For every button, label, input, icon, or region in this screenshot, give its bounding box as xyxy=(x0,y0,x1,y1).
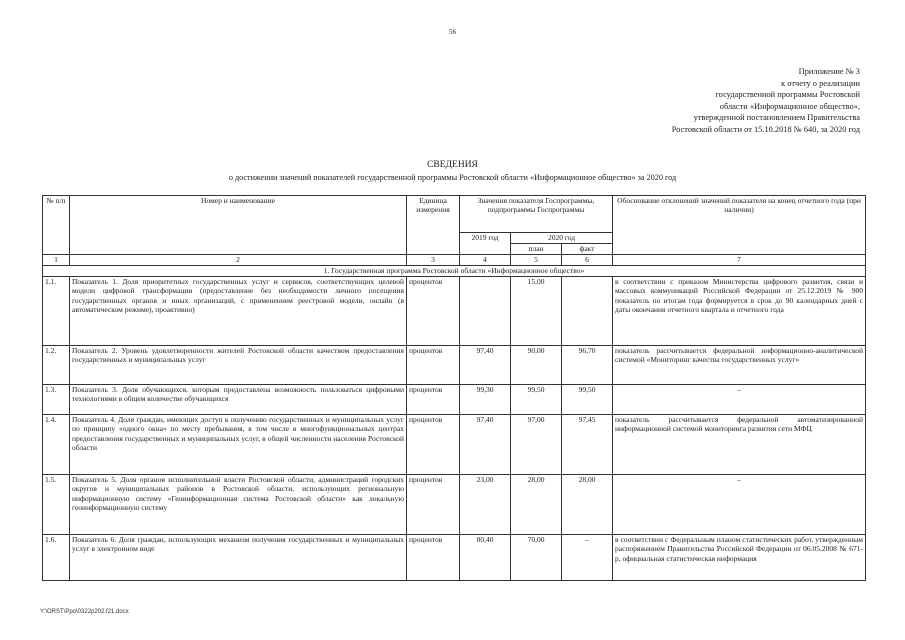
value-fact: 97,45 xyxy=(562,415,613,475)
value-plan: 28,00 xyxy=(511,475,562,535)
row-num: 1.3. xyxy=(43,385,70,415)
indicator-unit: процентов xyxy=(407,385,460,415)
justification-note: показатель рассчитывается федеральной информационно-аналитической системой «Мониторинг качества государственных услуг» xyxy=(613,346,866,385)
header-values: Значения показателя Госпрограммы, подпрограммы Госпрограммы xyxy=(460,196,613,233)
justification-note: в соответствии с Федеральным планом статистических работ, утвержденным распоряжением Правительства Российской Федерации от 06.05.2008 № 671-р, официальная статистическая информация xyxy=(613,535,866,581)
row-num: 1.1. xyxy=(43,277,70,346)
header-justification: Обоснование отклонений значений показателя на конец отчетного года (при наличии) xyxy=(613,196,866,255)
header-name: Номер и наименование xyxy=(70,196,407,255)
column-number: 4 xyxy=(460,255,511,266)
indicator-name: Показатель 5. Доля органов исполнительной власти Ростовской области, администраций городских округов и муниципальных районов в Ростовской области, использующих региональную информационную систему «Геоинформационная система Ростовской области» как локальную геоинформационную систему xyxy=(70,475,407,535)
indicator-unit: процентов xyxy=(407,535,460,581)
row-num: 1.4. xyxy=(43,415,70,475)
value-plan: 97,00 xyxy=(511,415,562,475)
appendix-line: Приложение № 3 xyxy=(798,67,860,76)
value-2019 xyxy=(460,277,511,346)
indicator-unit: процентов xyxy=(407,475,460,535)
indicator-name: Показатель 3. Доля обучающихся, которым предоставлена возможность пользоваться цифровыми технологиями в общем количестве обучающихся xyxy=(70,385,407,415)
value-fact: 99,50 xyxy=(562,385,613,415)
justification-note: – xyxy=(613,385,866,415)
column-numbers-row xyxy=(43,255,866,266)
indicator-name: Показатель 4. Доля граждан, имеющих доступ к получению государственных и муниципальных услуг по принципу «одного окна» по месту пребывания, в том числе в многофункциональных центрах предоставления государственных и муниципальных услуг, в общей численности населения Ростовской области xyxy=(70,415,407,475)
value-2019: 23,00 xyxy=(460,475,511,535)
column-number: 1 xyxy=(43,255,70,266)
row-num: 1.6. xyxy=(43,535,70,581)
row-num: 1.5. xyxy=(43,475,70,535)
row-num: 1.2. xyxy=(43,346,70,385)
column-number: 2 xyxy=(70,255,407,266)
footer-file-path: Y:\ORST\Ppo\0322p202.f21.docx xyxy=(40,609,129,615)
justification-note: – xyxy=(613,475,866,535)
indicator-name: Показатель 6. Доля граждан, использующих механизм получения государственных и муниципальных услуг в электронном виде xyxy=(70,535,407,581)
indicator-unit: процентов xyxy=(407,346,460,385)
indicators-table xyxy=(42,195,866,581)
value-fact: – xyxy=(562,535,613,581)
header-2020: 2020 год xyxy=(511,233,613,244)
section-title: 1. Государственная программа Ростовской области «Информационное общество» xyxy=(43,266,866,277)
column-number: 7 xyxy=(613,255,866,266)
table-row xyxy=(43,415,866,475)
header-plan: план xyxy=(511,244,562,255)
document-subtitle: о достижении значений показателей государственной программы Ростовской области «Информационное общество» за 2020 год xyxy=(228,173,677,182)
indicator-unit: процентов xyxy=(407,277,460,346)
page-number: 56 xyxy=(449,28,456,36)
table-header-row xyxy=(43,196,866,233)
table-row xyxy=(43,535,866,581)
column-number: 3 xyxy=(407,255,460,266)
value-plan: 99,50 xyxy=(511,385,562,415)
value-fact: 96,70 xyxy=(562,346,613,385)
appendix-header xyxy=(560,66,860,136)
indicator-name: Показатель 1. Доля приоритетных государственных услуг и сервисов, соответствующих целевой модели цифровой трансформации (предоставление без необходимости личного посещения государственных органов и иных организаций, с применением реестровой модели, онлайн (в автоматическом режиме), проактивно) xyxy=(70,277,407,346)
value-plan: 90,00 xyxy=(511,346,562,385)
value-plan: 70,00 xyxy=(511,535,562,581)
table-row xyxy=(43,385,866,415)
header-num: № п/п xyxy=(43,196,70,255)
table-row xyxy=(43,346,866,385)
value-plan: 15,00 xyxy=(511,277,562,346)
value-fact xyxy=(562,277,613,346)
header-fact: факт xyxy=(562,244,613,255)
value-2019: 97,40 xyxy=(460,346,511,385)
column-number: 6 xyxy=(562,255,613,266)
header-2019: 2019 год xyxy=(460,233,511,255)
value-2019: 99,30 xyxy=(460,385,511,415)
header-unit: Единица измерения xyxy=(407,196,460,255)
indicator-name: Показатель 2. Уровень удовлетворенности жителей Ростовской области качеством предоставления государственных и муниципальных услуг xyxy=(70,346,407,385)
appendix-line: области «Информационное общество», xyxy=(719,101,860,111)
value-2019: 80,40 xyxy=(460,535,511,581)
value-fact: 28,00 xyxy=(562,475,613,535)
appendix-line: государственной программы Ростовской xyxy=(715,90,860,100)
section-row xyxy=(43,266,866,277)
table-row xyxy=(43,277,866,346)
appendix-line: Ростовской области от 15.10.2018 № 640, за 2020 год xyxy=(671,124,860,134)
appendix-line: утвержденной постановлением Правительства xyxy=(693,113,860,123)
indicator-unit: процентов xyxy=(407,415,460,475)
value-2019: 97,40 xyxy=(460,415,511,475)
justification-note: показатель рассчитывается федеральной автоматизированной информационной системой мониторинга развития сети МФЦ xyxy=(613,415,866,475)
justification-note: в соответствии с приказом Министерства цифрового развития, связи и массовых коммуникаций Российской Федерации от 25.12.2019 № 900 показатель по итогам года формируется в срок до 90 календарных дней с даты окончания отчетного квартала и отчетного года xyxy=(613,277,866,346)
appendix-line: к отчету о реализации xyxy=(781,78,860,88)
document-title: СВЕДЕНИЯ xyxy=(427,160,478,170)
table-row xyxy=(43,475,866,535)
column-number: 5 xyxy=(511,255,562,266)
